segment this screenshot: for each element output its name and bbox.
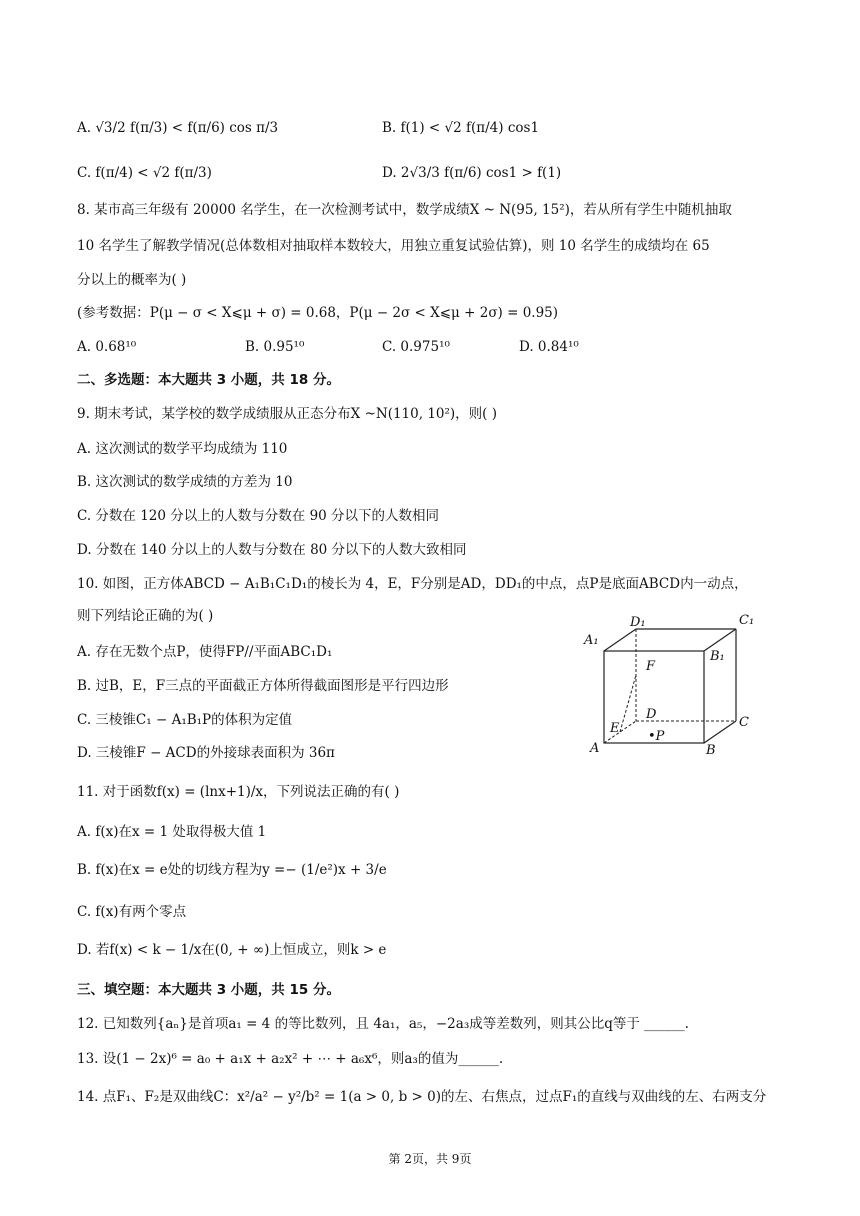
label-d1: D₁ <box>630 615 646 630</box>
q11-option-b: B. f(x)在x = e处的切线方程为y =− (1/e²)x + 3/e <box>77 862 387 878</box>
label-c: C <box>739 715 749 730</box>
q8-option-d: D. 0.84¹⁰ <box>519 339 579 355</box>
label-p: •P <box>648 729 665 744</box>
label-a: A <box>590 741 600 756</box>
q7-option-b: B. f(1) < √2 f(π/4) cos1 <box>382 120 540 136</box>
q7-option-d: D. 2√3/3 f(π/6) cos1 > f(1) <box>382 165 562 181</box>
q8-option-c: C. 0.975¹⁰ <box>382 339 450 355</box>
cube-figure <box>584 613 764 763</box>
q9-option-a: A. 这次测试的数学平均成绩为 110 <box>77 441 288 457</box>
q8-option-a: A. 0.68¹⁰ <box>77 339 137 355</box>
q12-stem: 12. 已知数列{aₙ}是首项a₁ = 4 的等比数列，且 4a₁，a₅，−2a₃成等差数列，则其公比q等于 ______. <box>77 1016 689 1032</box>
page-footer: 第 2页，共 9页 <box>388 1152 472 1166</box>
q9-option-b: B. 这次测试的数学成绩的方差为 10 <box>77 474 293 490</box>
cube-diagram <box>584 623 764 763</box>
label-d: D <box>646 707 657 722</box>
label-b: B <box>706 743 716 758</box>
q10-option-d: D. 三棱锥F − ACD的外接球表面积为 36π <box>77 745 335 761</box>
q10-option-c: C. 三棱锥C₁ − A₁B₁P的体积为定值 <box>77 712 293 728</box>
q8-stem-line2: 10 名学生了解教学情况(总体数相对抽取样本数较大，用独立重复试验估算)，则 10 名学生的成绩均在 65 <box>77 238 710 254</box>
q10-stem-line2: 则下列结论正确的为( ) <box>77 608 214 624</box>
q9-option-c: C. 分数在 120 分以上的人数与分数在 90 分以下的人数相同 <box>77 508 440 524</box>
section-heading-multiple-choice: 二、多选题：本大题共 3 小题，共 18 分。 <box>77 372 340 388</box>
label-e: E <box>610 721 620 736</box>
label-c1: C₁ <box>739 613 755 628</box>
q11-option-a: A. f(x)在x = 1 处取得极大值 1 <box>77 824 267 840</box>
q8-stem-line3: 分以上的概率为( ) <box>77 272 187 288</box>
q13-stem: 13. 设(1 − 2x)⁶ = a₀ + a₁x + a₂x² + ⋯ + a₆x⁶，则a₃的值为______. <box>77 1051 504 1067</box>
label-a1: A₁ <box>584 633 599 648</box>
q7-option-a: A. √3/2 f(π/3) < f(π/6) cos π/3 <box>77 120 279 136</box>
q8-stem-line1: 8. 某市高三年级有 20000 名学生，在一次检测考试中，数学成绩X ~ N(95, 15²)，若从所有学生中随机抽取 <box>77 202 732 218</box>
q14-stem: 14. 点F₁、F₂是双曲线C：x²/a² − y²/b² = 1(a > 0, b > 0)的左、右焦点，过点F₁的直线与双曲线的左、右两支分 <box>77 1089 767 1105</box>
q11-option-d: D. 若f(x) < k − 1/x在(0, + ∞)上恒成立，则k > e <box>77 942 387 958</box>
q9-option-d: D. 分数在 140 分以上的人数与分数在 80 分以下的人数大致相同 <box>77 542 467 558</box>
q11-option-c: C. f(x)有两个零点 <box>77 904 187 920</box>
q10-option-b: B. 过B，E，F三点的平面截正方体所得截面图形是平行四边形 <box>77 678 449 694</box>
q8-reference-data: (参考数据：P(μ − σ < X⩽μ + σ) = 0.68，P(μ − 2σ < X⩽μ + 2σ) = 0.95) <box>77 305 559 321</box>
label-f: F <box>646 659 656 674</box>
q10-stem-line1: 10. 如图，正方体ABCD − A₁B₁C₁D₁的棱长为 4，E，F分别是AD，DD₁的中点，点P是底面ABCD内一动点， <box>77 576 748 592</box>
q11-stem: 11. 对于函数f(x) = (lnx+1)/x，下列说法正确的有( ) <box>77 784 400 800</box>
q8-option-b: B. 0.95¹⁰ <box>245 339 305 355</box>
q9-stem: 9. 期末考试，某学校的数学成绩服从正态分布X ~N(110, 10²)，则( ) <box>77 406 497 422</box>
q7-option-c: C. f(π/4) < √2 f(π/3) <box>77 165 212 181</box>
q10-option-a: A. 存在无数个点P，使得FP//平面ABC₁D₁ <box>77 644 333 660</box>
section-heading-fill-in: 三、填空题：本大题共 3 小题，共 15 分。 <box>77 982 340 998</box>
label-b1: B₁ <box>710 649 725 664</box>
